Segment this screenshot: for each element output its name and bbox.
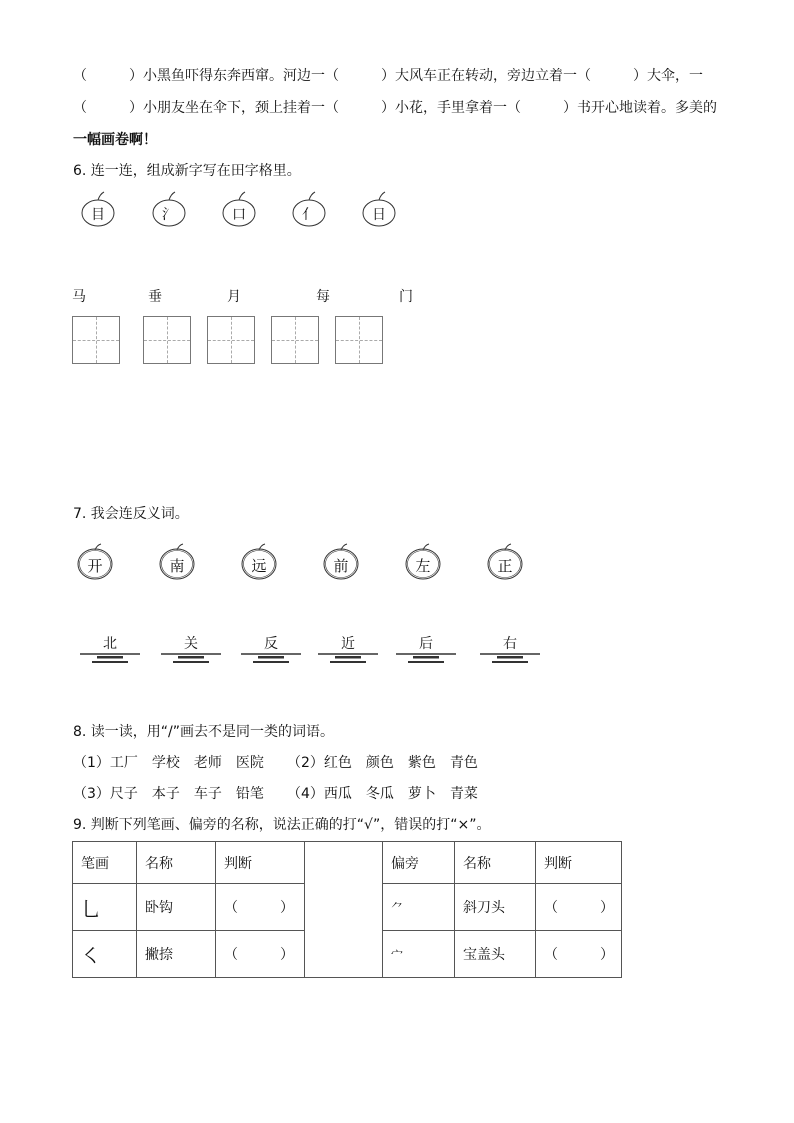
radical-glyph: 宀 bbox=[383, 931, 455, 978]
header-stroke: 笔画 bbox=[73, 842, 137, 884]
passage-line-1: （ ）小黑鱼吓得东奔西窜。河边一（ ）大风车正在转动，旁边立着一（ ）大伞，一 bbox=[73, 68, 703, 84]
plate-icon bbox=[396, 633, 456, 663]
header-name: 名称 bbox=[455, 842, 536, 884]
judge-blank[interactable]: （ ） bbox=[216, 931, 305, 978]
header-judge: 判断 bbox=[536, 842, 622, 884]
passage-line-3: 一幅画卷啊！ bbox=[73, 132, 157, 148]
q6-apple-char: 亻 bbox=[302, 207, 316, 223]
q7-apple-char: 远 bbox=[251, 557, 267, 575]
tianzige-box-2[interactable] bbox=[143, 316, 191, 364]
stroke-glyph: 乚 bbox=[73, 884, 137, 931]
plate-icon bbox=[480, 633, 540, 663]
q8-group-3: （3）尺子 本子 车子 铅笔 bbox=[73, 786, 264, 802]
plate-icon bbox=[241, 633, 301, 663]
tianzige-box-3[interactable] bbox=[207, 316, 255, 364]
radical-glyph: ⺈ bbox=[383, 884, 455, 931]
q6-apple-3[interactable] bbox=[222, 192, 256, 228]
q7-plate-4[interactable] bbox=[318, 633, 378, 663]
header-judge: 判断 bbox=[216, 842, 305, 884]
header-radical: 偏旁 bbox=[383, 842, 455, 884]
q8-group-1: （1）工厂 学校 老师 医院 bbox=[73, 755, 264, 771]
q6-apple-char: 目 bbox=[91, 207, 105, 223]
q6-apple-char: 口 bbox=[232, 207, 246, 223]
q6-apple-char: 日 bbox=[372, 207, 386, 223]
q7-apple-char: 前 bbox=[333, 557, 349, 575]
q6-apple-1[interactable] bbox=[81, 192, 115, 228]
q6-apple-char: 氵 bbox=[162, 207, 176, 223]
q7-plate-char: 关 bbox=[184, 636, 198, 652]
tianzige-box-4[interactable] bbox=[271, 316, 319, 364]
q7-plate-6[interactable] bbox=[480, 633, 540, 663]
grid-label-1: 马 bbox=[72, 289, 86, 305]
q7-plate-2[interactable] bbox=[161, 633, 221, 663]
q7-plate-char: 右 bbox=[503, 636, 517, 652]
q7-apple-char: 开 bbox=[87, 557, 103, 575]
judge-blank[interactable]: （ ） bbox=[216, 884, 305, 931]
q7-plate-5[interactable] bbox=[396, 633, 456, 663]
judge-blank[interactable]: （ ） bbox=[536, 884, 622, 931]
table-header-row bbox=[73, 842, 622, 884]
q7-plate-char: 北 bbox=[103, 636, 117, 652]
q8-group-2: （2）红色 颜色 紫色 青色 bbox=[287, 755, 478, 771]
q6-apple-2[interactable] bbox=[152, 192, 186, 228]
grid-label-4: 每 bbox=[316, 289, 330, 305]
q8-title: 8. 读一读，用“/”画去不是同一类的词语。 bbox=[73, 724, 335, 740]
q7-plate-char: 反 bbox=[264, 636, 278, 652]
plate-icon bbox=[161, 633, 221, 663]
grid-label-5: 门 bbox=[399, 289, 413, 305]
table-spacer-cell bbox=[305, 842, 383, 978]
q7-apple-char: 左 bbox=[415, 557, 431, 575]
q9-title: 9. 判断下列笔画、偏旁的名称，说法正确的打“√”，错误的打“×”。 bbox=[73, 817, 491, 833]
radical-name: 斜刀头 bbox=[455, 884, 536, 931]
q7-apple-5[interactable] bbox=[405, 544, 441, 580]
q7-apple-1[interactable] bbox=[77, 544, 113, 580]
grid-label-3: 月 bbox=[227, 289, 241, 305]
q7-plate-char: 后 bbox=[419, 636, 433, 652]
q7-plate-1[interactable] bbox=[80, 633, 140, 663]
q7-plate-char: 近 bbox=[341, 636, 355, 652]
q8-group-4: （4）西瓜 冬瓜 萝卜 青菜 bbox=[287, 786, 478, 802]
q6-title: 6. 连一连，组成新字写在田字格里。 bbox=[73, 163, 301, 179]
header-name: 名称 bbox=[137, 842, 216, 884]
q7-apple-4[interactable] bbox=[323, 544, 359, 580]
plate-icon bbox=[318, 633, 378, 663]
passage-line-2: （ ）小朋友坐在伞下，颈上挂着一（ ）小花，手里拿着一（ ）书开心地读着。多美的 bbox=[73, 100, 717, 116]
radical-name: 宝盖头 bbox=[455, 931, 536, 978]
q6-apple-4[interactable] bbox=[292, 192, 326, 228]
q7-apple-char: 正 bbox=[497, 557, 513, 575]
judgement-table bbox=[72, 841, 622, 978]
q7-apple-6[interactable] bbox=[487, 544, 523, 580]
q7-apple-char: 南 bbox=[169, 557, 185, 575]
stroke-name: 撇捺 bbox=[137, 931, 216, 978]
q6-apple-5[interactable] bbox=[362, 192, 396, 228]
stroke-name: 卧钩 bbox=[137, 884, 216, 931]
tianzige-box-1[interactable] bbox=[72, 316, 120, 364]
q7-title: 7. 我会连反义词。 bbox=[73, 506, 189, 522]
judge-blank[interactable]: （ ） bbox=[536, 931, 622, 978]
q7-plate-3[interactable] bbox=[241, 633, 301, 663]
grid-label-2: 垂 bbox=[148, 289, 162, 305]
plate-icon bbox=[80, 633, 140, 663]
stroke-glyph: ㇛ bbox=[73, 931, 137, 978]
tianzige-box-5[interactable] bbox=[335, 316, 383, 364]
q7-apple-2[interactable] bbox=[159, 544, 195, 580]
q7-apple-3[interactable] bbox=[241, 544, 277, 580]
